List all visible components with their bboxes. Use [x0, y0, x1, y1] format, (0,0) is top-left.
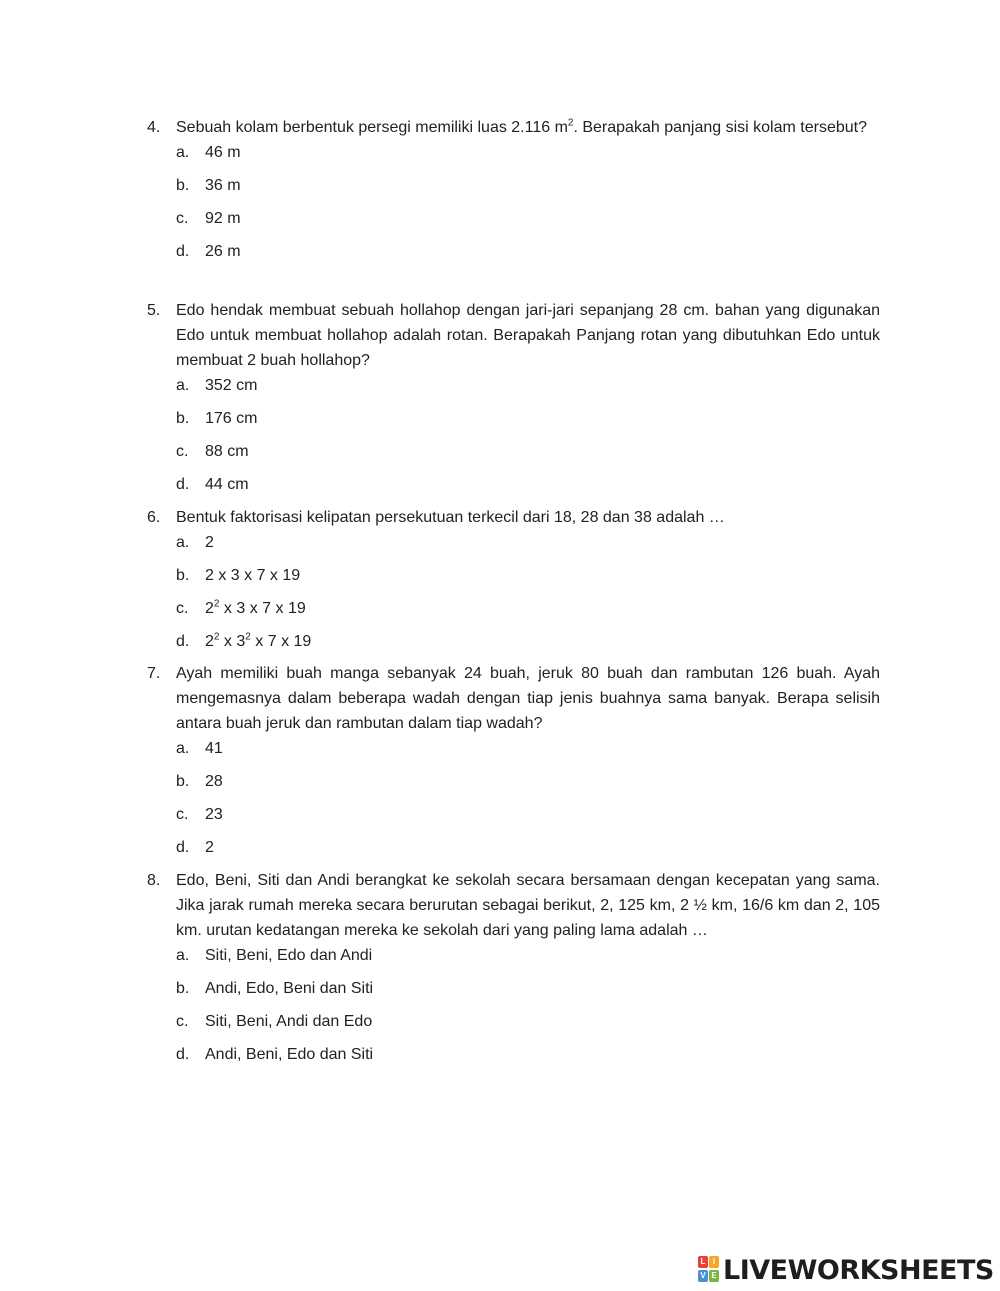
question-number: 8.: [147, 872, 161, 889]
question-text: 6. Bentuk faktorisasi kelipatan persekutuan terkecil dari 18, 28 dan 38 adalah …: [147, 505, 880, 530]
question-number: 6.: [147, 509, 161, 526]
option-b[interactable]: b. 2 x 3 x 7 x 19: [176, 567, 301, 584]
option-c[interactable]: c. 23: [176, 806, 223, 823]
logo-text: LIVEWORKSHEETS: [723, 1254, 994, 1286]
option-c[interactable]: c. $2^2$ x 3 x 7 x 19: [176, 598, 306, 617]
question-4: [147, 115, 880, 264]
question-5: [147, 298, 880, 497]
logo-icon-tile: L: [698, 1256, 708, 1268]
option-a[interactable]: a. 41: [176, 740, 223, 757]
liveworksheets-icon: [698, 1256, 720, 1284]
question-number: 7.: [147, 665, 161, 682]
option-d[interactable]: d. 44 cm: [176, 476, 249, 493]
logo-icon-tile: E: [709, 1270, 719, 1282]
option-d[interactable]: d. $2^2$ x $3^2$ x 7 x 19: [176, 631, 312, 650]
question-number: 5.: [147, 302, 161, 319]
option-a[interactable]: a. 352 cm: [176, 377, 258, 394]
liveworksheets-logo[interactable]: [698, 1254, 994, 1286]
option-a[interactable]: a. 2: [176, 534, 214, 551]
logo-icon-tile: I: [709, 1256, 719, 1268]
option-d[interactable]: d. 2: [176, 839, 214, 856]
option-a[interactable]: a. 46 m: [176, 144, 241, 161]
question-text: 5. Edo hendak membuat sebuah hollahop dengan jari-jari sepanjang 28 cm. bahan yang digunakan Edo untuk membuat hollahop adalah rotan. Berapakah Panjang rotan yang dibutuhkan Edo untuk membuat 2 buah hollahop?: [147, 298, 880, 373]
question-7: [147, 661, 880, 860]
option-c[interactable]: c. 88 cm: [176, 443, 249, 460]
option-c[interactable]: c. Siti, Beni, Andi dan Edo: [176, 1013, 373, 1030]
option-b[interactable]: b. 36 m: [176, 177, 241, 194]
option-c[interactable]: c. 92 m: [176, 210, 241, 227]
question-6: [147, 505, 880, 654]
option-d[interactable]: d. 26 m: [176, 243, 241, 260]
option-a[interactable]: a. Siti, Beni, Edo dan Andi: [176, 947, 373, 964]
question-text: 8. Edo, Beni, Siti dan Andi berangkat ke sekolah secara bersamaan dengan kecepatan yang sama. Jika jarak rumah mereka secara berurutan sebagai berikut, 2, 125 km, 2 ½ km, 16/6 km dan 2, 105 km. urutan kedatangan mereka ke sekolah dari yang paling lama adalah …: [147, 868, 880, 943]
option-b[interactable]: b. Andi, Edo, Beni dan Siti: [176, 980, 374, 997]
question-8: [147, 868, 880, 1067]
option-b[interactable]: b. 176 cm: [176, 410, 258, 427]
question-number: 4.: [147, 119, 161, 136]
question-text: 7. Ayah memiliki buah manga sebanyak 24 buah, jeruk 80 buah dan rambutan 126 buah. Ayah mengemasnya dalam beberapa wadah dengan tiap jenis buahnya sama banyak. Berapa selisih antara buah jeruk dan rambutan dalam tiap wadah?: [147, 661, 880, 736]
logo-icon-tile: V: [698, 1270, 708, 1282]
question-text: 4. Sebuah kolam berbentuk persegi memiliki luas 2.116 $m^2$. Berapakah panjang sisi kolam tersebut?: [147, 115, 880, 140]
option-d[interactable]: d. Andi, Beni, Edo dan Siti: [176, 1046, 374, 1063]
option-b[interactable]: b. 28: [176, 773, 223, 790]
